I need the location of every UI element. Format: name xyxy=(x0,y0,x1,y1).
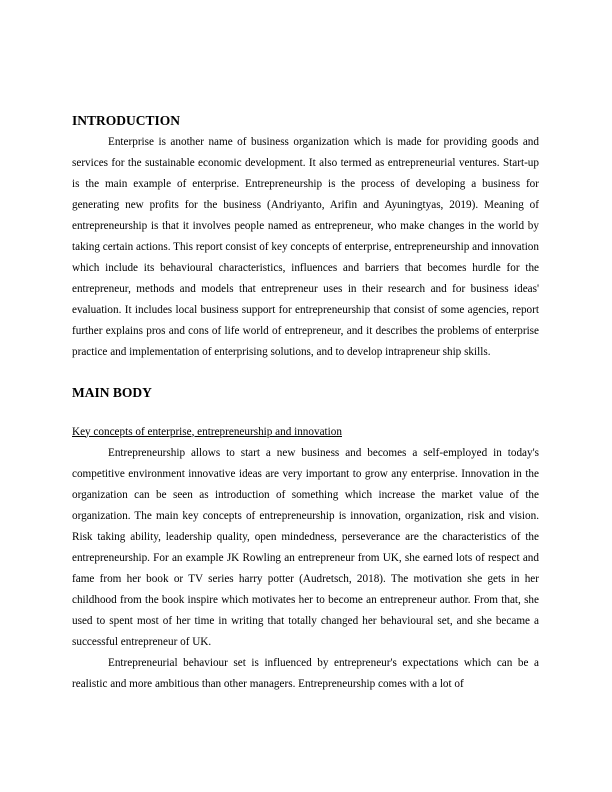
page-content xyxy=(72,112,539,695)
key-concepts-subheading: Key concepts of enterprise, entrepreneurship and innovation xyxy=(72,425,342,438)
introduction-heading: INTRODUCTION xyxy=(72,113,181,128)
main-body-paragraph-1: Entrepreneurship allows to start a new business and becomes a self-employed in today's competitive environment innovative ideas are very important to grow any enterprise. Innovation in the organization can be seen as introduction of something which increase the market value of the organization. The main key concepts of entrepreneurship is innovation, organization, risk and vision. Risk taking ability, leadership quality, open mindedness, perseverance are the characteristics of the entrepreneurship. For an example JK Rowling an entrepreneur from UK, she earned lots of respect and fame from her book or TV series harry potter (Audretsch, 2018). The motivation she gets in her childhood from the book inspire which motivates her to become an entrepreneur author. From that, she used to spent most of her time in writing that totally changed her behavioural set, and she became a successful entrepreneur of UK. xyxy=(72,446,539,648)
main-body-heading: MAIN BODY xyxy=(72,384,152,400)
introduction-paragraph: Enterprise is another name of business organization which is made for providing goods and services for the sustainable economic development. It also termed as entrepreneurial ventures. Start-up is the main example of enterprise. Entrepreneurship is the process of developing a business for generating new profits for the business (Andriyanto, Arifin and Ayuningtyas, 2019). Meaning of entrepreneurship is that it involves people named as entrepreneur, who make changes in the world by taking certain actions. This report consist of key concepts of enterprise, entrepreneurship and innovation which include its behavioural characteristics, influences and barriers that becomes hurdle for the entrepreneur, methods and models that entrepreneur uses in their research and for business ideas' evaluation. It includes local business support for entrepreneurship that consist of some agencies, report further explains pros and cons of life world of entrepreneur, and it describes the problems of enterprise practice and implementation of enterprising solutions, and to develop intrapreneur ship skills. xyxy=(72,136,539,359)
main-body-paragraph-2: Entrepreneurial behaviour set is influenced by entrepreneur's expectations which can be a realistic and more ambitious than other managers. Entrepreneurship comes with a lot of xyxy=(72,656,539,691)
